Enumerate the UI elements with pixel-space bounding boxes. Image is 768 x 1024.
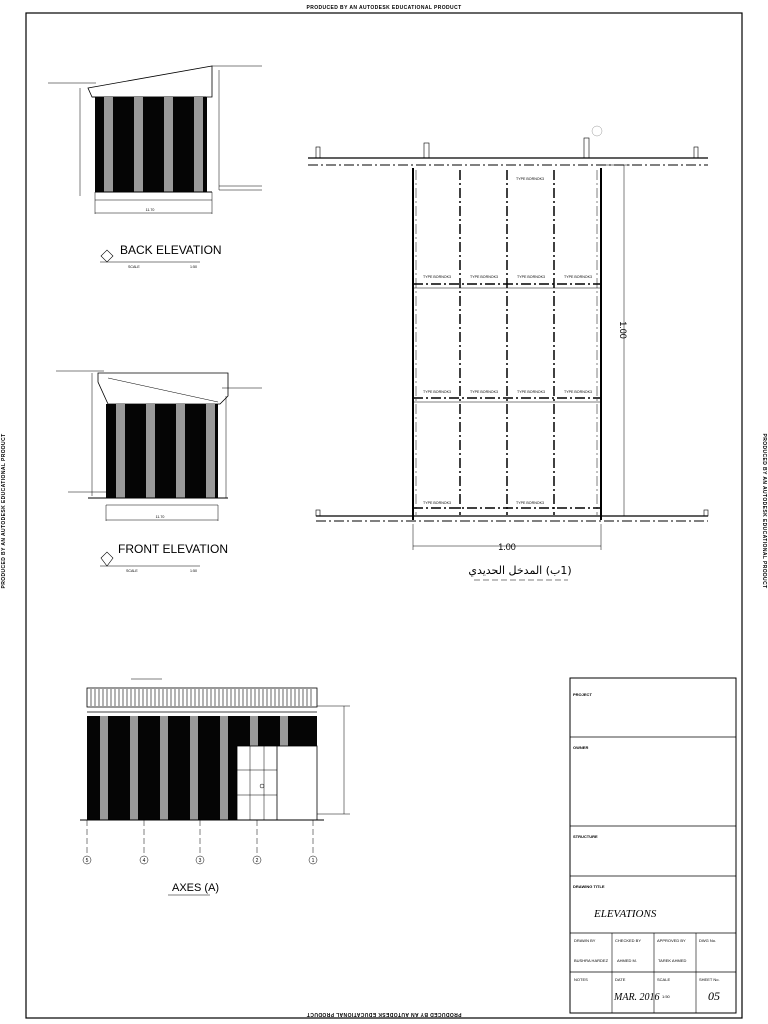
back-elevation-title: BACK ELEVATION <box>120 243 222 257</box>
plan-width-dim: 1.00 <box>498 542 516 552</box>
grid-mark: 1 <box>311 858 315 864</box>
member-label: TYPE BORNOK3 <box>423 390 451 394</box>
plan-height-dim: 1.00 <box>618 321 628 339</box>
grid-mark: 4 <box>142 858 146 864</box>
axes-a-title: AXES (A) <box>172 882 220 894</box>
member-label: TYPE BORNOK3 <box>470 275 498 279</box>
project-label: PROJECT <box>573 692 592 697</box>
front-elevation-title: FRONT ELEVATION <box>118 542 229 556</box>
member-label: TYPE BORNOK3 <box>517 390 545 394</box>
notes-label: NOTES <box>574 977 588 982</box>
member-label: TYPE BORNOK3 <box>564 390 592 394</box>
member-label: TYPE BORNOK3 <box>423 275 451 279</box>
drawn-by: BUSHRA HARDEZ <box>574 958 609 963</box>
back-elevation <box>48 66 262 269</box>
gate-plan <box>308 126 708 580</box>
front-elevation <box>56 371 262 573</box>
border-text-right: PRODUCED BY AN AUTODESK EDUCATIONAL PRODUCT <box>761 433 767 589</box>
checked-by-label: CHECKED BY <box>615 938 642 943</box>
owner-label: OWNER <box>573 745 589 750</box>
border-text-left: PRODUCED BY AN AUTODESK EDUCATIONAL PRODUCT <box>1 433 7 589</box>
title-block <box>570 678 736 1013</box>
member-label: TYPE BORNOK3 <box>564 275 592 279</box>
sheet-no-label: SHEET No. <box>699 977 720 982</box>
approved-by-label: APPROVED BY <box>657 938 686 943</box>
sheet-no: 05 <box>708 989 720 1003</box>
front-scale-label: SCALE <box>126 569 138 573</box>
back-scale-value: 1:50 <box>190 265 197 269</box>
member-label: TYPE BORNOK3 <box>423 501 451 505</box>
grid-mark: 3 <box>198 858 202 864</box>
member-label: TYPE BORNOK3 <box>516 501 544 505</box>
grid-mark: 5 <box>85 858 89 864</box>
date-label: DATE <box>615 977 626 982</box>
border-text-bottom: PRODUCED BY AN AUTODESK EDUCATIONAL PRODUCT <box>306 1011 462 1017</box>
drawing-title-label: DRAWING TITLE <box>573 884 605 889</box>
grid-mark: 2 <box>255 858 259 864</box>
border-text-top: PRODUCED BY AN AUTODESK EDUCATIONAL PRODUCT <box>306 5 462 11</box>
date-value: MAR. 2016 <box>614 992 660 1003</box>
member-label: TYPE BORNOK3 <box>470 390 498 394</box>
scale-label: SCALE <box>657 977 671 982</box>
approved-by: TAREK AHMED <box>658 958 687 963</box>
member-label: TYPE BORNOK3 <box>517 275 545 279</box>
gate-plan-title: (1ب) المدخل الحديدي <box>468 564 572 577</box>
drawing-title: ELEVATIONS <box>594 908 657 920</box>
scale-value: 1:50 <box>662 994 670 999</box>
axes-a-elevation <box>80 679 350 895</box>
front-width-dim: 11.70 <box>155 515 165 519</box>
roof-sheeting <box>87 688 317 707</box>
structure-label: STRUCTURE <box>573 834 598 839</box>
member-label: TYPE BORNOK3 <box>516 177 544 181</box>
drawn-by-label: DRAWN BY <box>574 938 596 943</box>
front-scale-value: 1:50 <box>190 569 197 573</box>
checked-by: AHMED M. <box>617 958 637 963</box>
back-width-dim: 11.70 <box>145 208 155 212</box>
dwg-no-label: DWG No. <box>699 938 717 943</box>
back-scale-label: SCALE <box>128 265 140 269</box>
